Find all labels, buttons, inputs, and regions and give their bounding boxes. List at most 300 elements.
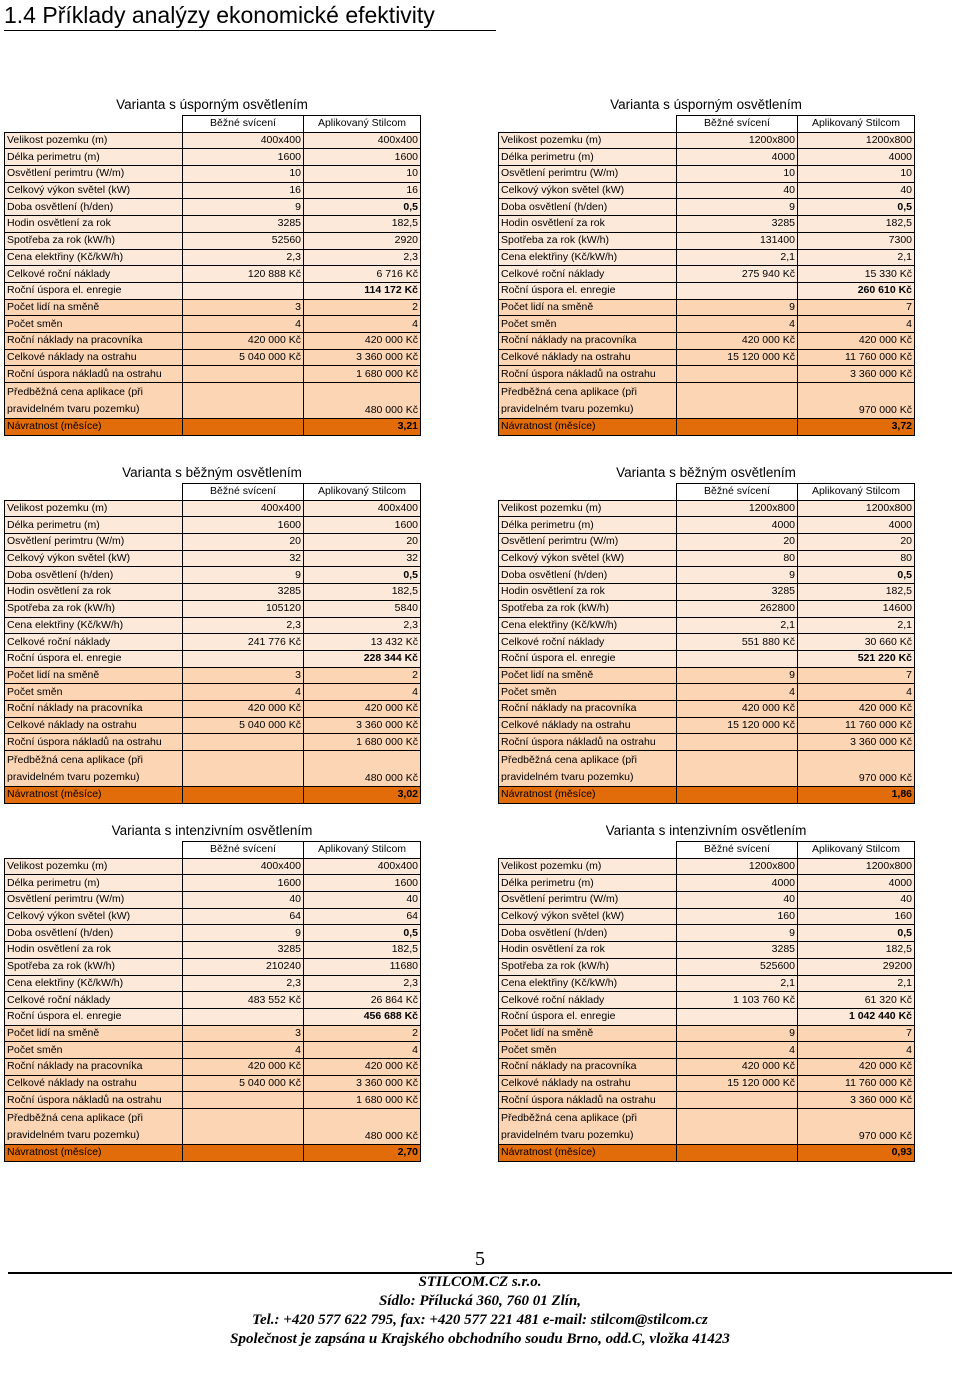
row-label: Celkový výkon světel (kW) <box>5 908 183 925</box>
table-row <box>499 1025 915 1042</box>
value-standard: 2,3 <box>183 617 304 634</box>
footer-contact: Tel.: +420 577 622 795, fax: +420 577 221 481 e-mail: stilcom@stilcom.cz <box>252 1312 708 1328</box>
row-label: Spotřeba za rok (kW/h) <box>499 600 677 617</box>
row-label: Velikost pozemku (m) <box>499 500 677 517</box>
table-row <box>5 316 421 333</box>
variant-title: Varianta s intenzivním osvětlením <box>605 823 807 838</box>
value-stilcom: 480 000 Kč <box>304 1109 421 1145</box>
value-stilcom: 420 000 Kč <box>798 700 915 717</box>
column-header-stilcom: Aplikovaný Stilcom <box>304 842 421 859</box>
row-label: Hodin osvětlení za rok <box>499 584 677 601</box>
table-row <box>499 232 915 249</box>
value-stilcom: 0,93 <box>798 1145 915 1162</box>
table-row <box>5 567 421 584</box>
value-stilcom: 521 220 Kč <box>798 650 915 667</box>
row-label: Roční úspora el. enregie <box>499 650 677 667</box>
value-standard: 1200x800 <box>677 858 798 875</box>
column-header-standard: Běžné svícení <box>183 116 304 133</box>
row-label: Roční náklady na pracovníka <box>5 1058 183 1075</box>
table-row <box>499 892 915 909</box>
row-label: Návratnost (měsíce) <box>499 1145 677 1162</box>
value-stilcom: 4 <box>304 1042 421 1059</box>
value-stilcom: 3 360 000 Kč <box>304 717 421 734</box>
value-standard: 40 <box>183 892 304 909</box>
value-stilcom: 3,72 <box>798 419 915 436</box>
value-stilcom: 182,5 <box>304 216 421 233</box>
value-stilcom: 0,5 <box>798 199 915 216</box>
value-stilcom: 2 <box>304 299 421 316</box>
table-header-row <box>5 484 421 501</box>
value-standard: 420 000 Kč <box>183 332 304 349</box>
value-stilcom: 5840 <box>304 600 421 617</box>
value-standard: 1200x800 <box>677 500 798 517</box>
value-standard: 1200x800 <box>677 132 798 149</box>
table-row <box>5 182 421 199</box>
value-standard: 5 040 000 Kč <box>183 1075 304 1092</box>
table-row <box>499 216 915 233</box>
variant-title: Varianta s běžným osvětlením <box>616 465 796 480</box>
value-standard: 2,3 <box>183 249 304 266</box>
value-standard: 16 <box>183 182 304 199</box>
value-standard: 15 120 000 Kč <box>677 349 798 366</box>
value-stilcom: 40 <box>798 182 915 199</box>
footer-registry: Společnost je zapsána u Krajského obchodního soudu Brno, odd.C, vložka 41423 <box>230 1331 730 1347</box>
row-label: Počet lidí na směně <box>499 1025 677 1042</box>
value-standard: 9 <box>677 567 798 584</box>
value-stilcom: 3 360 000 Kč <box>798 734 915 751</box>
value-standard: 2,1 <box>677 975 798 992</box>
table-row <box>5 517 421 534</box>
row-label: Osvětlení perimtru (W/m) <box>5 892 183 909</box>
value-standard <box>183 751 304 787</box>
table-row <box>5 925 421 942</box>
row-label: Hodin osvětlení za rok <box>5 584 183 601</box>
economics-table <box>4 115 421 436</box>
value-stilcom: 420 000 Kč <box>304 700 421 717</box>
table-row <box>499 942 915 959</box>
value-standard: 2,1 <box>677 617 798 634</box>
value-stilcom: 480 000 Kč <box>304 751 421 787</box>
row-label: Celkové roční náklady <box>5 992 183 1009</box>
column-header-stilcom: Aplikovaný Stilcom <box>304 116 421 133</box>
table-row <box>499 1145 915 1162</box>
value-stilcom: 182,5 <box>304 584 421 601</box>
row-label: Doba osvětlení (h/den) <box>5 567 183 584</box>
table-row <box>499 667 915 684</box>
table-row <box>5 650 421 667</box>
heading-underline <box>4 30 496 31</box>
row-label: Předběžná cena aplikace (při pravidelném tvaru pozemku) <box>499 1109 677 1145</box>
economics-table <box>4 483 421 804</box>
row-label: Doba osvětlení (h/den) <box>5 925 183 942</box>
value-stilcom: 3,21 <box>304 419 421 436</box>
value-standard: 10 <box>183 166 304 183</box>
row-label: Počet lidí na směně <box>5 667 183 684</box>
row-label: Počet směn <box>499 316 677 333</box>
table-row <box>5 550 421 567</box>
table-row <box>499 1109 915 1145</box>
row-label: Hodin osvětlení za rok <box>499 942 677 959</box>
table-row <box>499 332 915 349</box>
value-standard <box>183 650 304 667</box>
table-row <box>5 700 421 717</box>
value-stilcom: 400x400 <box>304 132 421 149</box>
row-label: Velikost pozemku (m) <box>499 858 677 875</box>
value-standard: 210240 <box>183 958 304 975</box>
value-stilcom: 20 <box>304 534 421 551</box>
value-standard <box>183 1145 304 1162</box>
value-standard: 420 000 Kč <box>183 1058 304 1075</box>
value-standard: 9 <box>183 199 304 216</box>
row-label: Doba osvětlení (h/den) <box>499 199 677 216</box>
table-row <box>499 132 915 149</box>
table-row <box>5 617 421 634</box>
row-label: Celkové náklady na ostrahu <box>499 349 677 366</box>
value-stilcom: 3 360 000 Kč <box>798 366 915 383</box>
row-label: Celkové roční náklady <box>5 266 183 283</box>
column-header-standard: Běžné svícení <box>183 842 304 859</box>
value-standard: 3285 <box>677 942 798 959</box>
value-standard: 80 <box>677 550 798 567</box>
value-standard <box>183 1109 304 1145</box>
value-stilcom: 7 <box>798 1025 915 1042</box>
table-row <box>499 650 915 667</box>
column-header-stilcom: Aplikovaný Stilcom <box>798 116 915 133</box>
value-stilcom: 2,3 <box>304 617 421 634</box>
row-label: Velikost pozemku (m) <box>5 858 183 875</box>
table-header-row <box>5 842 421 859</box>
value-stilcom: 4 <box>798 316 915 333</box>
value-stilcom: 182,5 <box>798 942 915 959</box>
value-stilcom: 1,86 <box>798 787 915 804</box>
row-label: Předběžná cena aplikace (při pravidelném tvaru pozemku) <box>5 383 183 419</box>
table-row <box>5 366 421 383</box>
value-standard: 15 120 000 Kč <box>677 1075 798 1092</box>
table-row <box>5 751 421 787</box>
table-row <box>499 617 915 634</box>
value-stilcom: 29200 <box>798 958 915 975</box>
table-row <box>5 199 421 216</box>
table-row <box>5 600 421 617</box>
value-stilcom: 11 760 000 Kč <box>798 717 915 734</box>
value-standard: 262800 <box>677 600 798 617</box>
value-stilcom: 61 320 Kč <box>798 992 915 1009</box>
value-standard: 20 <box>183 534 304 551</box>
row-label: Celkový výkon světel (kW) <box>499 550 677 567</box>
row-label: Celkové náklady na ostrahu <box>5 1075 183 1092</box>
footer-address: Sídlo: Přílucká 360, 760 01 Zlín, <box>378 1293 582 1309</box>
value-standard: 9 <box>677 299 798 316</box>
value-standard: 420 000 Kč <box>677 700 798 717</box>
value-stilcom: 20 <box>798 534 915 551</box>
row-label: Celkový výkon světel (kW) <box>5 182 183 199</box>
value-stilcom: 420 000 Kč <box>304 332 421 349</box>
value-stilcom: 15 330 Kč <box>798 266 915 283</box>
value-standard <box>183 734 304 751</box>
table-row <box>5 349 421 366</box>
value-standard: 400x400 <box>183 858 304 875</box>
row-label: Hodin osvětlení za rok <box>499 216 677 233</box>
value-stilcom: 26 864 Kč <box>304 992 421 1009</box>
row-label: Celkové náklady na ostrahu <box>499 717 677 734</box>
row-label: Délka perimetru (m) <box>499 517 677 534</box>
value-standard: 32 <box>183 550 304 567</box>
row-label: Počet lidí na směně <box>5 299 183 316</box>
row-label: Návratnost (měsíce) <box>5 419 183 436</box>
value-standard: 15 120 000 Kč <box>677 717 798 734</box>
value-stilcom: 1600 <box>304 517 421 534</box>
variant-title: Varianta s úsporným osvětlením <box>610 97 802 112</box>
table-row <box>499 875 915 892</box>
value-stilcom: 1600 <box>304 875 421 892</box>
value-standard: 4 <box>677 316 798 333</box>
row-label: Roční úspora el. enregie <box>5 650 183 667</box>
value-stilcom: 3 360 000 Kč <box>304 1075 421 1092</box>
value-stilcom: 2,3 <box>304 975 421 992</box>
row-label: Velikost pozemku (m) <box>499 132 677 149</box>
economics-table <box>498 483 915 804</box>
value-standard: 3285 <box>183 584 304 601</box>
row-label: Celkové náklady na ostrahu <box>5 349 183 366</box>
value-stilcom: 4000 <box>798 149 915 166</box>
value-standard <box>183 1008 304 1025</box>
row-label: Roční úspora el. enregie <box>5 282 183 299</box>
value-stilcom: 3,02 <box>304 787 421 804</box>
table-row <box>5 166 421 183</box>
value-standard: 483 552 Kč <box>183 992 304 1009</box>
value-stilcom: 11 760 000 Kč <box>798 1075 915 1092</box>
value-stilcom: 228 344 Kč <box>304 650 421 667</box>
value-stilcom: 970 000 Kč <box>798 383 915 419</box>
value-stilcom: 30 660 Kč <box>798 634 915 651</box>
row-label: Hodin osvětlení za rok <box>5 942 183 959</box>
row-label: Velikost pozemku (m) <box>5 500 183 517</box>
row-label: Předběžná cena aplikace (při pravidelném tvaru pozemku) <box>499 383 677 419</box>
header-blank-cell <box>5 842 183 859</box>
value-standard <box>183 787 304 804</box>
table-row <box>5 667 421 684</box>
value-stilcom: 1 680 000 Kč <box>304 1092 421 1109</box>
header-blank-cell <box>499 484 677 501</box>
table-row <box>499 266 915 283</box>
table-header-row <box>499 842 915 859</box>
value-standard: 5 040 000 Kč <box>183 349 304 366</box>
row-label: Spotřeba za rok (kW/h) <box>5 600 183 617</box>
value-stilcom: 420 000 Kč <box>798 332 915 349</box>
table-row <box>499 299 915 316</box>
row-label: Cena elektřiny (Kč/kW/h) <box>5 975 183 992</box>
row-label: Osvětlení perimtru (W/m) <box>499 166 677 183</box>
row-label: Spotřeba za rok (kW/h) <box>499 958 677 975</box>
table-row <box>5 132 421 149</box>
table-row <box>5 734 421 751</box>
row-label: Cena elektřiny (Kč/kW/h) <box>499 249 677 266</box>
value-stilcom: 32 <box>304 550 421 567</box>
page-number: 5 <box>475 1248 485 1270</box>
table-row <box>499 550 915 567</box>
value-stilcom: 420 000 Kč <box>304 1058 421 1075</box>
table-row <box>499 282 915 299</box>
value-standard <box>677 1145 798 1162</box>
value-standard: 3285 <box>677 584 798 601</box>
row-label: Celkové roční náklady <box>5 634 183 651</box>
table-row <box>5 634 421 651</box>
table-row <box>499 349 915 366</box>
row-label: Počet směn <box>499 1042 677 1059</box>
row-label: Návratnost (měsíce) <box>5 1145 183 1162</box>
value-standard <box>183 419 304 436</box>
row-label: Předběžná cena aplikace (při pravidelném tvaru pozemku) <box>5 1109 183 1145</box>
value-stilcom: 182,5 <box>798 584 915 601</box>
table-row <box>5 216 421 233</box>
value-stilcom: 64 <box>304 908 421 925</box>
table-row <box>5 1092 421 1109</box>
value-stilcom: 160 <box>798 908 915 925</box>
row-label: Počet směn <box>499 684 677 701</box>
table-row <box>5 1075 421 1092</box>
row-label: Návratnost (měsíce) <box>5 787 183 804</box>
table-row <box>5 958 421 975</box>
value-stilcom: 2,1 <box>798 617 915 634</box>
value-stilcom: 7300 <box>798 232 915 249</box>
table-row <box>499 717 915 734</box>
value-standard: 4000 <box>677 149 798 166</box>
value-standard: 4 <box>677 1042 798 1059</box>
table-row <box>5 299 421 316</box>
value-stilcom: 7 <box>798 299 915 316</box>
row-label: Předběžná cena aplikace (při pravidelném tvaru pozemku) <box>499 751 677 787</box>
value-standard: 64 <box>183 908 304 925</box>
value-stilcom: 400x400 <box>304 500 421 517</box>
row-label: Délka perimetru (m) <box>499 875 677 892</box>
table-row <box>499 958 915 975</box>
value-standard: 40 <box>677 892 798 909</box>
table-row <box>5 684 421 701</box>
table-row <box>499 199 915 216</box>
table-row <box>499 684 915 701</box>
table-row <box>5 1145 421 1162</box>
table-row <box>499 975 915 992</box>
table-row <box>5 1109 421 1145</box>
row-label: Hodin osvětlení za rok <box>5 216 183 233</box>
row-label: Osvětlení perimtru (W/m) <box>5 166 183 183</box>
value-standard <box>677 734 798 751</box>
value-standard: 2,1 <box>677 249 798 266</box>
value-standard: 420 000 Kč <box>677 332 798 349</box>
value-stilcom: 3 360 000 Kč <box>798 1092 915 1109</box>
table-row <box>499 925 915 942</box>
row-label: Roční úspora nákladů na ostrahu <box>499 366 677 383</box>
economics-table <box>498 841 915 1162</box>
row-label: Osvětlení perimtru (W/m) <box>499 892 677 909</box>
value-stilcom: 0,5 <box>304 925 421 942</box>
table-row <box>499 316 915 333</box>
value-standard: 120 888 Kč <box>183 266 304 283</box>
value-standard <box>677 1092 798 1109</box>
row-label: Cena elektřiny (Kč/kW/h) <box>5 617 183 634</box>
row-label: Cena elektřiny (Kč/kW/h) <box>5 249 183 266</box>
row-label: Roční náklady na pracovníka <box>5 332 183 349</box>
value-stilcom: 1 042 440 Kč <box>798 1008 915 1025</box>
value-stilcom: 4000 <box>798 875 915 892</box>
value-standard: 40 <box>677 182 798 199</box>
table-row <box>499 182 915 199</box>
table-row <box>5 534 421 551</box>
value-stilcom: 114 172 Kč <box>304 282 421 299</box>
value-standard: 3285 <box>677 216 798 233</box>
value-standard: 1600 <box>183 517 304 534</box>
value-stilcom: 400x400 <box>304 858 421 875</box>
table-row <box>499 166 915 183</box>
row-label: Velikost pozemku (m) <box>5 132 183 149</box>
table-row <box>499 419 915 436</box>
table-row <box>5 892 421 909</box>
row-label: Doba osvětlení (h/den) <box>499 925 677 942</box>
row-label: Počet lidí na směně <box>499 667 677 684</box>
table-row <box>5 419 421 436</box>
row-label: Délka perimetru (m) <box>499 149 677 166</box>
value-standard: 131400 <box>677 232 798 249</box>
row-label: Roční úspora el. enregie <box>499 282 677 299</box>
column-header-stilcom: Aplikovaný Stilcom <box>304 484 421 501</box>
table-row <box>499 366 915 383</box>
value-stilcom: 1200x800 <box>798 858 915 875</box>
value-stilcom: 11680 <box>304 958 421 975</box>
table-row <box>5 249 421 266</box>
value-stilcom: 0,5 <box>798 925 915 942</box>
value-standard: 551 880 Kč <box>677 634 798 651</box>
table-row <box>5 875 421 892</box>
value-stilcom: 10 <box>304 166 421 183</box>
value-stilcom: 4 <box>304 684 421 701</box>
table-row <box>5 908 421 925</box>
table-row <box>5 500 421 517</box>
value-standard: 9 <box>677 1025 798 1042</box>
column-header-standard: Běžné svícení <box>183 484 304 501</box>
table-row <box>5 992 421 1009</box>
table-row <box>499 383 915 419</box>
value-stilcom: 1 680 000 Kč <box>304 734 421 751</box>
value-standard: 241 776 Kč <box>183 634 304 651</box>
value-stilcom: 2920 <box>304 232 421 249</box>
table-row <box>499 517 915 534</box>
value-standard <box>677 282 798 299</box>
row-label: Počet směn <box>5 316 183 333</box>
value-standard: 4 <box>183 1042 304 1059</box>
value-standard <box>677 383 798 419</box>
value-stilcom: 480 000 Kč <box>304 383 421 419</box>
table-row <box>499 600 915 617</box>
value-stilcom: 1200x800 <box>798 132 915 149</box>
row-label: Roční úspora nákladů na ostrahu <box>499 1092 677 1109</box>
variant-title: Varianta s běžným osvětlením <box>122 465 302 480</box>
value-standard: 3 <box>183 299 304 316</box>
table-row <box>499 992 915 1009</box>
row-label: Celkové roční náklady <box>499 992 677 1009</box>
value-stilcom: 16 <box>304 182 421 199</box>
economics-table <box>4 841 421 1162</box>
value-stilcom: 0,5 <box>798 567 915 584</box>
header-blank-cell <box>499 116 677 133</box>
value-standard: 400x400 <box>183 132 304 149</box>
row-label: Doba osvětlení (h/den) <box>5 199 183 216</box>
value-stilcom: 4 <box>304 316 421 333</box>
value-stilcom: 40 <box>304 892 421 909</box>
value-stilcom: 182,5 <box>304 942 421 959</box>
value-standard: 420 000 Kč <box>183 700 304 717</box>
column-header-standard: Běžné svícení <box>677 842 798 859</box>
row-label: Počet lidí na směně <box>5 1025 183 1042</box>
